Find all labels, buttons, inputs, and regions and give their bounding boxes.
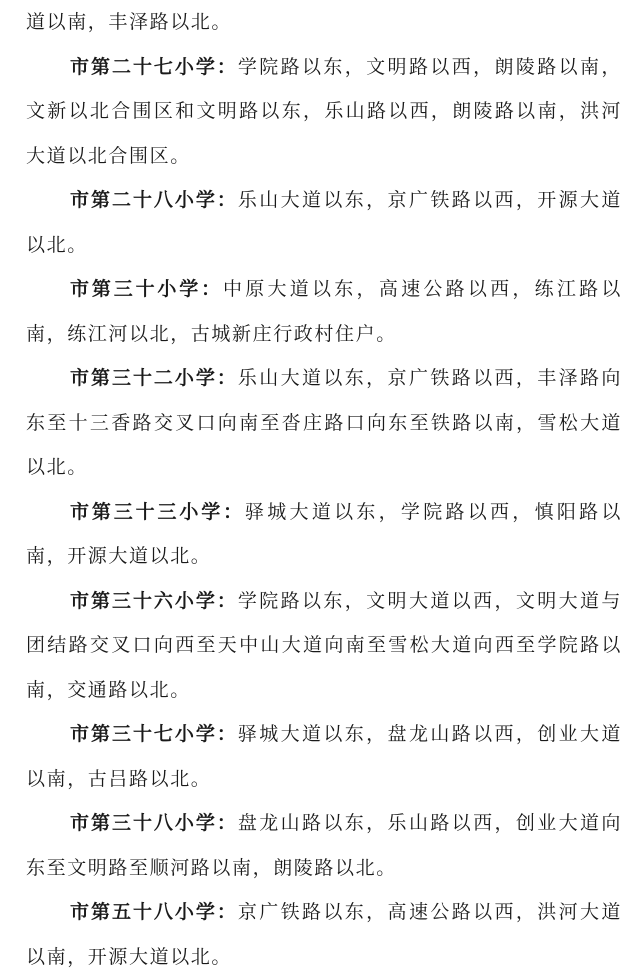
zone-description: 驿城大道以东，学院路以西，慎阳路以南，开源大道以北。	[26, 500, 622, 567]
zone-entry-37	[26, 712, 622, 801]
zone-entry-38	[26, 801, 622, 890]
school-name: 市第二十八小学：	[70, 189, 238, 211]
zone-entry-27	[26, 45, 622, 179]
intro-fragment	[26, 0, 622, 45]
zone-entry-28	[26, 178, 622, 267]
school-name: 市第三十六小学：	[70, 589, 238, 612]
zone-description: 盘龙山路以东，乐山路以西，创业大道向东至文明路至顺河路以南，朗陵路以北。	[26, 812, 622, 879]
school-name: 市第三十三小学：	[70, 500, 245, 523]
zone-description: 驿城大道以东，盘龙山路以西，创业大道以南，古吕路以北。	[26, 723, 622, 790]
zone-description: 乐山大道以东，京广铁路以西，开源大道以北。	[26, 189, 622, 256]
zone-description: 京广铁路以东，高速公路以西，洪河大道以南，开源大道以北。	[26, 901, 622, 968]
zone-description: 学院路以东，文明路以西，朗陵路以南，文新以北合围区和文明路以东，乐山路以西，朗陵路以南，洪河大道以北合围区。	[26, 55, 622, 167]
school-name: 市第三十二小学：	[70, 367, 238, 389]
zone-description: 学院路以东，文明大道以西，文明大道与团结路交叉口向西至天中山大道向南至雪松大道向西至学院路以南，交通路以北。	[26, 589, 622, 701]
school-name: 市第二十七小学：	[70, 55, 238, 78]
intro-fragment-text: 道以南，丰泽路以北。	[26, 11, 233, 33]
zone-description: 中原大道以东，高速公路以西，练江路以南，练江河以北，古城新庄行政村住户。	[26, 278, 622, 345]
school-name: 市第三十七小学：	[70, 723, 238, 745]
school-name: 市第三十八小学：	[70, 812, 238, 834]
zone-entry-36	[26, 579, 622, 713]
zone-entry-58	[26, 890, 622, 979]
zone-entry-33	[26, 490, 622, 579]
zone-entry-32	[26, 356, 622, 490]
school-name: 市第五十八小学：	[70, 901, 238, 923]
school-name: 市第三十小学：	[70, 278, 224, 300]
zone-entry-30	[26, 267, 622, 356]
zone-description: 乐山大道以东，京广铁路以西，丰泽路向东至十三香路交叉口向南至沓庄路口向东至铁路以南，雪松大道以北。	[26, 367, 622, 478]
